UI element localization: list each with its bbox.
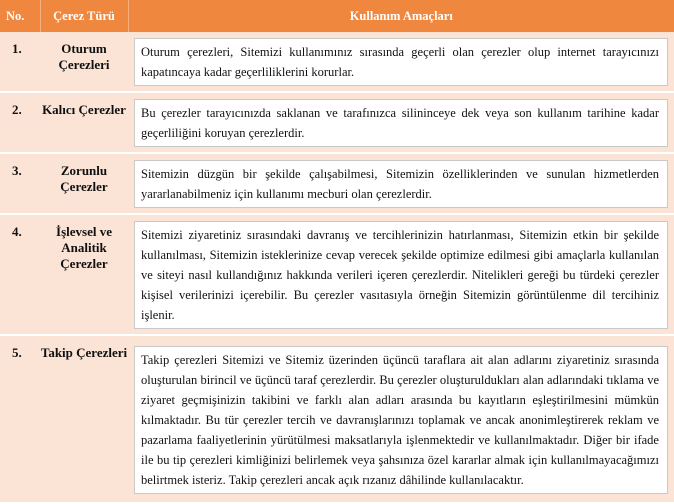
header-purpose: Kullanım Amaçları	[128, 0, 674, 32]
cookie-type: Takip Çerezleri	[40, 335, 128, 503]
cookie-description: Oturum çerezleri, Sitemizi kullanımınız sırasında geçerli olan çerezler olup internet tarayıcınızı kapatıncaya kadar geçerliliklerini korurlar.	[134, 38, 668, 86]
row-number: 4.	[0, 214, 40, 335]
row-number: 5.	[0, 335, 40, 503]
table-row	[0, 92, 674, 153]
row-number: 3.	[0, 153, 40, 214]
table-row	[0, 32, 674, 92]
row-number: 2.	[0, 92, 40, 153]
table-row	[0, 335, 674, 503]
cookie-description: Bu çerezler tarayıcınızda saklanan ve tarafınızca silininceye dek veya son kullanım tarihine kadar geçerliliğini koruyan çerezlerdir.	[134, 99, 668, 147]
cookie-description: Sitemizi ziyaretiniz sırasındaki davranış ve tercihlerinizin hatırlanması, Sitemizin etkin bir şekilde kullanılması, Sitemizin isteklerinize cevap verecek şekilde optimize edilmesi gibi amaçlarla kullanılan ve siteyi nasıl kullandığınız hakkında verileri içeren çerezlerdir. Nitelikleri gereği bu türdeki çerezler kişisel verilerinizi içerebilir. Bu çerezler vasıtasıyla örneğin Sitemizin görüntülenme dil tercihiniz işlenir.	[134, 221, 668, 329]
table-row	[0, 153, 674, 214]
row-number: 1.	[0, 32, 40, 92]
table-header-row	[0, 0, 674, 32]
cookie-type: Zorunlu Çerezler	[40, 153, 128, 214]
cookie-description: Sitemizin düzgün bir şekilde çalışabilmesi, Sitemizin özelliklerinden ve sunulan hizmetlerden yararlanabilmeniz için kullanımı mecburi olan çerezlerdir.	[134, 160, 668, 208]
cookie-type: Kalıcı Çerezler	[40, 92, 128, 153]
table-row	[0, 214, 674, 335]
cookie-description: Takip çerezleri Sitemizi ve Sitemiz üzerinden üçüncü taraflara ait alan adlarını ziyaretiniz sırasında oluşturulan birincil ve üçüncü taraf çerezlerdir. Bu çerezler oluşturuldukları alan adlarındaki tıklama ve ziyaret geçmişinizin takibini ve farklı alan adları arasında bu kayıtların eşleştirilmesini mümkün kılmaktadır. Bu tür çerezler tercih ve davranışlarınızı toplamak ve ancak anonimleştirerek reklam ve pazarlama faaliyetlerinin yürütülmesi maksatlarıyla işlenmektedir ve kullanılmaktadır. Diğer bir ifade ile bu tip çerezleri kimliğinizi belirlemek veya şahsınıza özel kararlar almak için kullanılmayacağımızı belirtmek isteriz. Takip çerezleri ancak açık rızanız dâhilinde kullanılacaktır.	[134, 346, 668, 494]
header-cookie-type: Çerez Türü	[40, 0, 128, 32]
cookie-type: Oturum Çerezleri	[40, 32, 128, 92]
cookie-type: İşlevsel ve Analitik Çerezler	[40, 214, 128, 335]
header-no: No.	[0, 0, 40, 32]
